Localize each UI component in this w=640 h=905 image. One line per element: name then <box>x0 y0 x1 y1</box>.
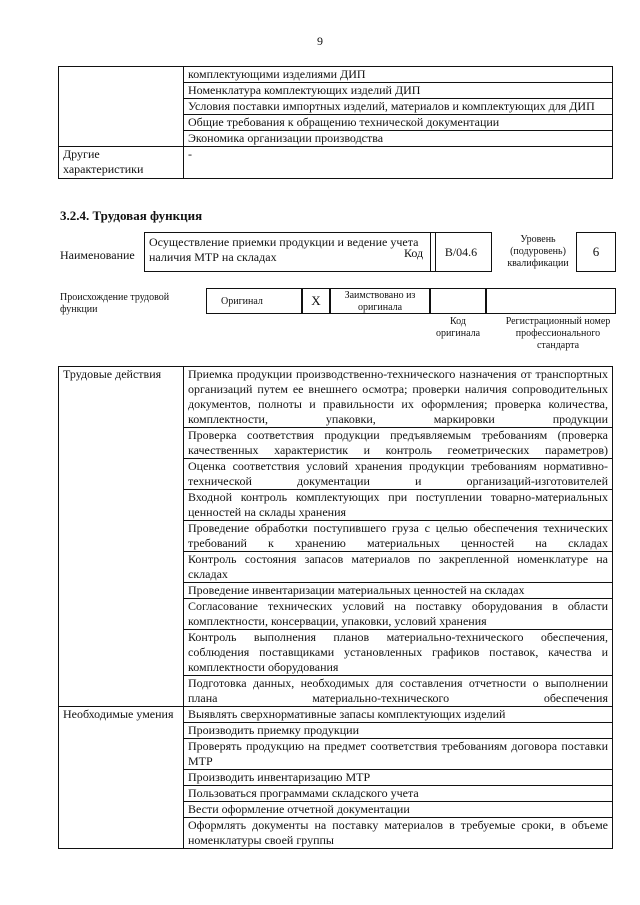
labor-action-item: Согласование технических условий на поставку оборудования в области комплектности, консервации, упаковки, условий хранения <box>184 599 613 630</box>
level-value: 6 <box>576 232 616 272</box>
labor-action-item: Проведение инвентаризации материальных ценностей на складах <box>184 583 613 599</box>
function-origin <box>58 286 618 350</box>
table-cell: Условия поставки импортных изделий, материалов и комплектующих для ДИП <box>184 99 613 115</box>
reg-number-cell <box>486 288 616 314</box>
table-row <box>59 67 613 83</box>
skill-item: Выявлять сверхнормативные запасы комплектующих изделий <box>184 707 613 723</box>
original-mark: X <box>302 288 330 314</box>
table-cell: Общие требования к обращению технической документации <box>184 115 613 131</box>
function-header <box>58 232 618 272</box>
labor-action-item: Контроль состояния запасов материалов по закрепленной номенклатуре на складах <box>184 552 613 583</box>
skill-item: Вести оформление отчетной документации <box>184 802 613 818</box>
labor-actions-label: Трудовые действия <box>59 367 184 707</box>
table-row <box>59 707 613 723</box>
table-row <box>59 147 613 179</box>
code-label: Код <box>404 246 424 260</box>
borrowed-label: Заимствовано из оригинала <box>330 288 430 314</box>
table-cell: комплектующими изделиями ДИП <box>184 67 613 83</box>
labor-action-item: Подготовка данных, необходимых для составления отчетности о выполнении плана материально-технического обеспечения <box>184 676 613 707</box>
labor-action-item: Приемка продукции производственно-технического назначения от транспортных организаций путем ее внешнего осмотра; проверки наличия сопроводительных документов, полноты и правильности их оформления; проверка количества, комплектности, упаковки, маркировки продукции <box>184 367 613 428</box>
table-label-cell <box>59 67 184 147</box>
page-number: 9 <box>317 34 323 48</box>
original-code-cell <box>430 288 486 314</box>
other-characteristics-value: - <box>184 147 613 179</box>
name-label: Наименование <box>60 248 135 262</box>
skill-item: Проверять продукцию на предмет соответствия требованиям договора поставки МТР <box>184 739 613 770</box>
skills-label: Необходимые умения <box>59 707 184 849</box>
other-characteristics-label: Другие характеристики <box>59 147 184 179</box>
skill-item: Оформлять документы на поставку материалов в требуемые сроки, в объеме номенклатуры своей группы <box>184 818 613 849</box>
table-cell: Номенклатура комплектующих изделий ДИП <box>184 83 613 99</box>
table-cell: Экономика организации производства <box>184 131 613 147</box>
labor-function-table <box>58 366 613 849</box>
code-value: B/04.6 <box>430 232 492 272</box>
code-caption: Код оригинала <box>435 316 481 339</box>
labor-action-item: Проведение обработки поступившего груза с целью обеспечения технических требований к хранению материальных ценностей на складах <box>184 521 613 552</box>
table-row <box>59 367 613 428</box>
skill-item: Пользоваться программами складского учета <box>184 786 613 802</box>
labor-action-item: Оценка соответствия условий хранения продукции требованиям нормативно-технической документации и организаций-изготовителей <box>184 459 613 490</box>
knowledge-table-continuation <box>58 66 613 179</box>
original-label: Оригинал <box>221 296 263 307</box>
name-value: Осуществление приемки продукции и ведение учета наличия МТР на складах <box>144 232 436 272</box>
level-label: Уровень (подуровень) квалификации <box>507 234 569 269</box>
skill-item: Производить инвентаризацию МТР <box>184 770 613 786</box>
origin-label: Происхождение трудовой функции <box>60 292 170 315</box>
section-heading: 3.2.4. Трудовая функция <box>60 208 203 223</box>
labor-action-item: Контроль выполнения планов материально-технического обеспечения, соблюдения поставщиками установленных графиков поставок, качества и комплектности оборудования <box>184 630 613 676</box>
labor-action-item: Проверка соответствия продукции предъявляемым требованиям (проверка качественных характеристик и контроль геометрических параметров) <box>184 428 613 459</box>
reg-caption: Регистрационный номер профессионального стандарта <box>505 316 611 351</box>
labor-action-item: Входной контроль комплектующих при поступлении товарно-материальных ценностей на склады хранения <box>184 490 613 521</box>
skill-item: Производить приемку продукции <box>184 723 613 739</box>
original-cell <box>206 288 302 314</box>
